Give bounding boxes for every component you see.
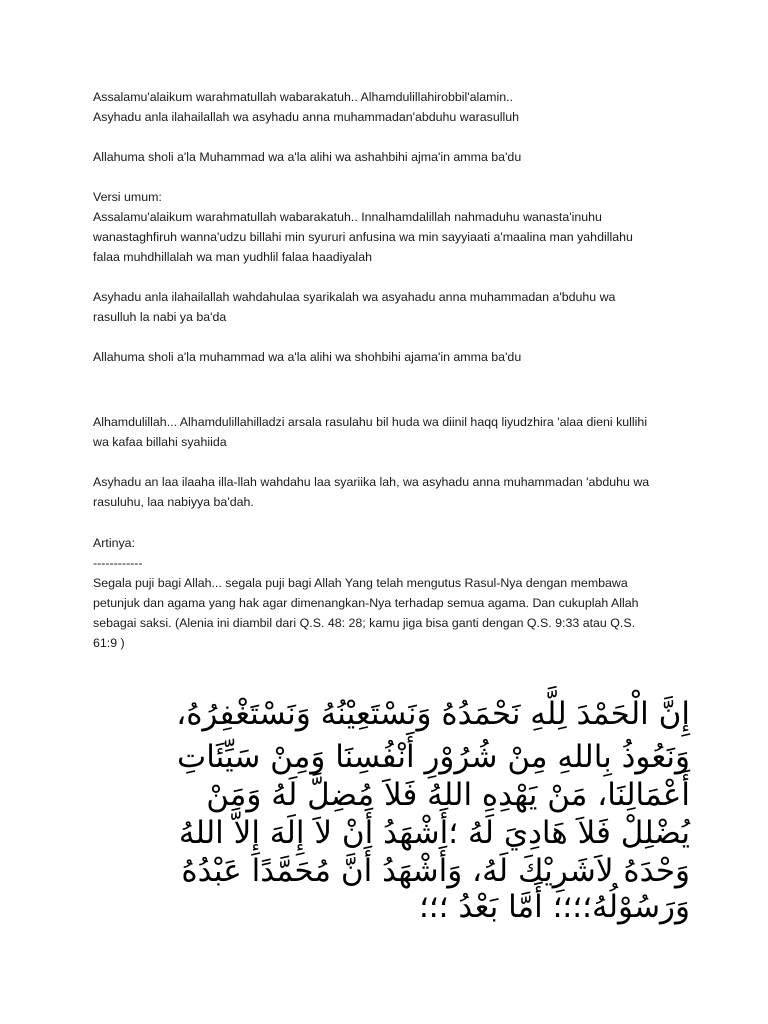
text-line: Asyhadu an laa ilaaha illa-llah wahdahu laa syariika lah, wa asyhadu anna muhammadan 'abduhu wa <box>93 475 650 489</box>
arabic-line: أَعْمَالِنَا، مَنْ يَهْدِهِ اللهُ فَلاَ مُضِلَّ لَهُ وَمَنْ <box>206 777 690 813</box>
text-line: Assalamu'alaikum warahmatullah wabarakatuh.. Alhamdulillahirobbil'alamin.. <box>93 90 514 104</box>
text-line: wa kafaa billahi syahiida <box>93 435 227 449</box>
section-label: Artinya: <box>93 536 136 550</box>
arabic-line: وَحْدَهُ لاَشَرِيْكَ لَهُ، وَأَشْهَدُ أَنَّ مُحَمَّدًا عَبْدُهُ <box>181 853 690 889</box>
arabic-line: إِنَّ الْحَمْدَ لِلَّهِ نَحْمَدُهُ وَنَسْتَعِيْنُهُ وَنَسْتَغْفِرُهُ، <box>176 696 690 732</box>
text-line: Allahuma sholi a'la Muhammad wa a'la alihi wa ashahbihi ajma'in amma ba'du <box>93 150 522 164</box>
text-line: falaa muhdhillalah wa man yudhlil falaa haadiyalah <box>93 250 372 264</box>
text-line: sebagai saksi. (Alenia ini diambil dari Q.S. 48: 28; kamu jiga bisa ganti dengan Q.S. 9:33 atau Q.S. <box>93 616 636 630</box>
section-label: Versi umum: <box>93 190 162 204</box>
text-line: wanastaghfiruh wanna'udzu billahi min syururi anfusina wa min sayyiaati a'maalina man yahdillahu <box>93 230 633 244</box>
text-line: rasulluh la nabi ya ba'da <box>93 310 227 324</box>
text-line: Assalamu'alaikum warahmatullah wabarakatuh.. Innalhamdalillah nahmaduhu wanasta'inuhu <box>93 210 602 224</box>
text-line: petunjuk dan agama yang hak agar dimenangkan-Nya terhadap semua agama. Dan cukuplah Allah <box>93 596 639 610</box>
text-line: Allahuma sholi a'la muhammad wa a'la alihi wa shohbihi ajama'in amma ba'du <box>93 350 522 364</box>
arabic-line: وَرَسُوْلُهُ؛؛؛؛ أَمَّا بَعْدُ ؛؛؛ <box>418 889 690 925</box>
text-line: rasuluhu, laa nabiyya ba'dah. <box>93 495 254 509</box>
arabic-line: وَنَعُوذُ بِاللهِ مِنْ شُرُوْرِ أَنْفُسِنَا وَمِنْ سَيِّئَاتِ <box>177 739 690 775</box>
divider-dashes: ------------ <box>93 556 143 570</box>
text-line: Segala puji bagi Allah... segala puji bagi Allah Yang telah mengutus Rasul-Nya dengan membawa <box>93 576 628 590</box>
text-line: Alhamdulillah... Alhamdulillahilladzi arsala rasulahu bil huda wa diinil haqq liyudzhira 'alaa dieni kullihi <box>93 415 648 429</box>
text-line: Asyhadu anla ilahailallah wahdahulaa syarikalah wa asyahadu anna muhammadan a'bduhu wa <box>93 290 616 304</box>
text-line: Asyhadu anla ilahailallah wa asyhadu anna muhammadan'abduhu warasulluh <box>93 110 520 124</box>
arabic-line: يُضْلِلْ فَلاَ هَادِيَ لَهُ ؛أَشْهَدُ أَنْ لاَ إِلَهَ إِلاَّ اللهُ <box>178 815 690 851</box>
text-line: 61:9 ) <box>93 636 125 650</box>
